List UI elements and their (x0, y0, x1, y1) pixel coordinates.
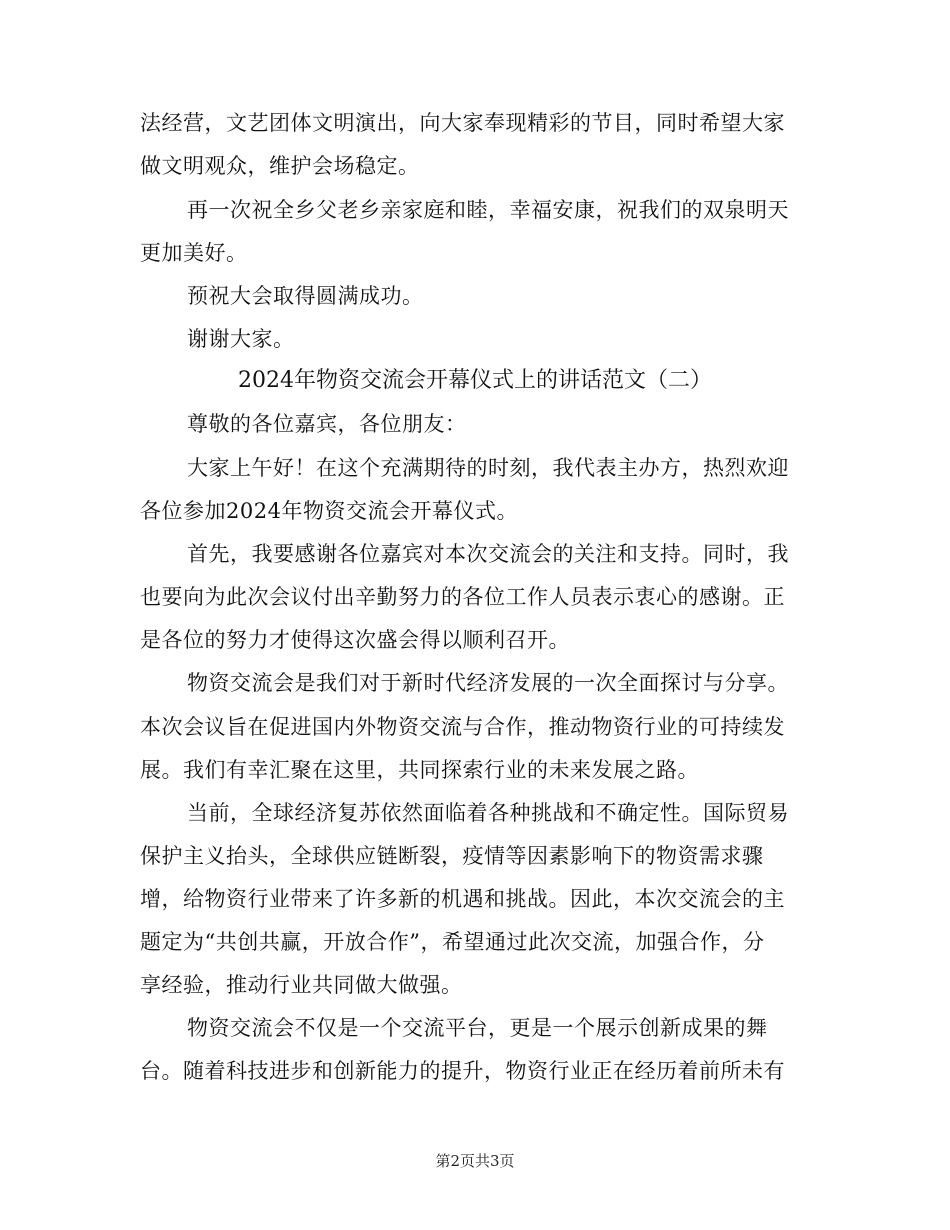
body-line: 也要向为此次会议付出辛勤努力的各位工作人员表示衷心的感谢。正 (140, 585, 785, 609)
paragraph-line: 预祝大会取得圆满成功。 (187, 284, 424, 308)
body-line: 享经验，推动行业共同做大做强。 (140, 973, 463, 997)
body-line: 台。随着科技进步和创新能力的提升，物资行业正在经历着前所未有 (140, 1059, 785, 1083)
section-title: 2024年物资交流会开幕仪式上的讲话范文（二） (238, 368, 712, 393)
body-line: 更加美好。 (140, 241, 248, 265)
paragraph-line: 当前，全球经济复苏依然面临着各种挑战和不确定性。国际贸易 (187, 801, 789, 825)
body-line: 是各位的努力才使得这次盛会得以顺利召开。 (140, 628, 570, 652)
body-line: 做文明观众，维护会场稳定。 (140, 154, 420, 178)
paragraph-line: 物资交流会不仅是一个交流平台，更是一个展示创新成果的舞 (187, 1016, 768, 1040)
paragraph-line: 大家上午好！在这个充满期待的时刻，我代表主办方，热烈欢迎 (187, 456, 789, 480)
paragraph-line: 再一次祝全乡父老乡亲家庭和睦，幸福安康，祝我们的双泉明天 (187, 198, 789, 222)
body-line: 法经营，文艺团体文明演出，向大家奉现精彩的节目，同时希望大家 (140, 111, 785, 135)
body-line: 保护主义抬头，全球供应链断裂，疫情等因素影响下的物资需求骤 (140, 844, 764, 868)
paragraph-line: 谢谢大家。 (187, 327, 295, 351)
page-footer: 第2页共3页 (435, 1152, 515, 1170)
body-line: 增，给物资行业带来了许多新的机遇和挑战。因此，本次交流会的主 (140, 887, 785, 911)
body-line: 本次会议旨在促进国内外物资交流与合作，推动物资行业的可持续发 (140, 715, 785, 739)
body-line: 展。我们有幸汇聚在这里，共同探索行业的未来发展之路。 (140, 758, 699, 782)
body-line: 各位参加2024年物资交流会开幕仪式。 (140, 499, 518, 523)
paragraph-line: 首先，我要感谢各位嘉宾对本次交流会的关注和支持。同时，我 (187, 542, 789, 566)
paragraph-line: 物资交流会是我们对于新时代经济发展的一次全面探讨与分享。 (187, 671, 789, 695)
body-line: 题定为“共创共赢，开放合作”，希望通过此次交流，加强合作，分 (140, 930, 765, 954)
salutation-line: 尊敬的各位嘉宾，各位朋友： (187, 412, 467, 436)
